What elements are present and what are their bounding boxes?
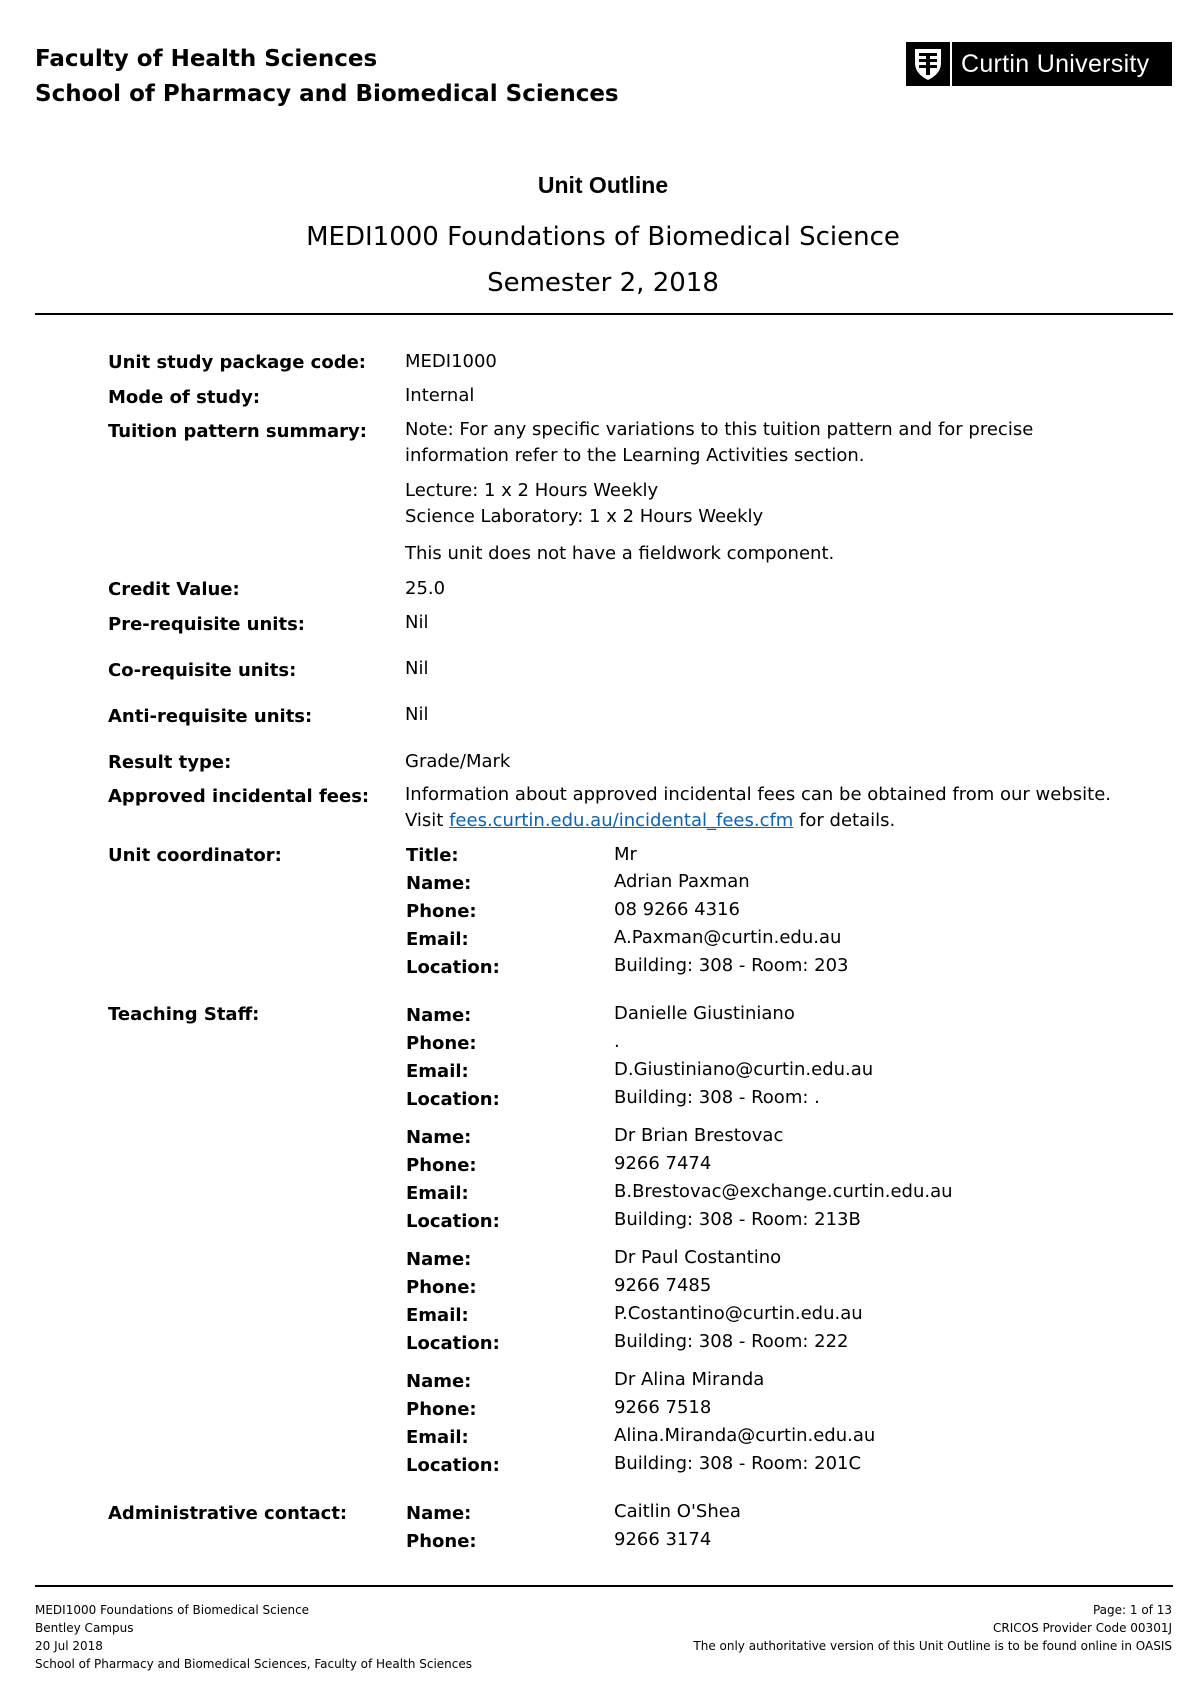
staff-phone: .	[614, 1031, 620, 1052]
mode-value: Internal	[405, 385, 475, 406]
fees-link[interactable]: fees.curtin.edu.au/incidental_fees.cfm	[449, 810, 794, 831]
coordinator-name: Adrian Paxman	[614, 871, 750, 892]
staff-phone: 9266 7485	[614, 1275, 712, 1296]
curtin-logo	[906, 42, 1172, 86]
coreq-label: Co-requisite units:	[108, 660, 297, 681]
staff-email: P.Costantino@curtin.edu.au	[614, 1303, 863, 1324]
footer-school: School of Pharmacy and Biomedical Sciences, Faculty of Health Sciences	[35, 1657, 473, 1671]
mode-label: Mode of study:	[108, 387, 261, 408]
lab-pattern: Science Laboratory: 1 x 2 Hours Weekly	[405, 506, 764, 527]
lecture-pattern: Lecture: 1 x 2 Hours Weekly	[405, 480, 659, 501]
fees-after-text: for details.	[793, 810, 896, 831]
coordinator-location: Building: 308 - Room: 203	[614, 955, 849, 976]
coreq-value: Nil	[405, 658, 429, 679]
staff-name: Danielle Giustiniano	[614, 1003, 795, 1024]
coordinator-title: Mr	[614, 844, 637, 865]
teaching-staff-label: Teaching Staff:	[108, 1004, 260, 1025]
semester: Semester 2, 2018	[487, 268, 719, 298]
fees-line-1: Information about approved incidental fees can be obtained from our website.	[405, 784, 1111, 805]
crest-icon	[906, 42, 952, 86]
footer-left	[35, 1601, 472, 1673]
staff-email-label: Email:	[406, 1061, 469, 1082]
antireq-value: Nil	[405, 704, 429, 725]
fees-info	[405, 782, 1111, 834]
tuition-pattern	[405, 478, 763, 530]
logo-text: Curtin University	[961, 49, 1150, 78]
staff-name: Dr Paul Costantino	[614, 1247, 782, 1268]
staff-name-label: Name:	[406, 1127, 472, 1148]
staff-phone-label: Phone:	[406, 1033, 477, 1054]
staff-email-label: Email:	[406, 1183, 469, 1204]
admin-contact-label: Administrative contact:	[108, 1503, 348, 1524]
staff-phone: 9266 7518	[614, 1397, 712, 1418]
credit-label: Credit Value:	[108, 579, 240, 600]
tuition-note-line-2: information refer to the Learning Activities section.	[405, 445, 865, 466]
staff-location-label: Location:	[406, 1333, 500, 1354]
staff-email: Alina.Miranda@curtin.edu.au	[614, 1425, 876, 1446]
admin-name: Caitlin O'Shea	[614, 1501, 741, 1522]
tuition-label: Tuition pattern summary:	[108, 421, 367, 442]
faculty-name: Faculty of Health Sciences	[35, 46, 378, 72]
coordinator-phone: 08 9266 4316	[614, 899, 740, 920]
staff-location: Building: 308 - Room: .	[614, 1087, 820, 1108]
tuition-note	[405, 417, 1033, 469]
page-number: Page: 1 of 13	[1092, 1603, 1172, 1617]
result-value: Grade/Mark	[405, 751, 511, 772]
prereq-label: Pre-requisite units:	[108, 614, 305, 635]
document-type: Unit Outline	[537, 172, 669, 198]
staff-phone-label: Phone:	[406, 1155, 477, 1176]
credit-value: 25.0	[405, 578, 446, 599]
coordinator-email: A.Paxman@curtin.edu.au	[614, 927, 842, 948]
staff-location-label: Location:	[406, 1211, 500, 1232]
staff-email: B.Brestovac@exchange.curtin.edu.au	[614, 1181, 953, 1202]
footer-unit: MEDI1000 Foundations of Biomedical Science	[35, 1603, 310, 1617]
staff-phone-label: Phone:	[406, 1399, 477, 1420]
staff-name: Dr Brian Brestovac	[614, 1125, 784, 1146]
coordinator-email-label: Email:	[406, 929, 469, 950]
staff-location: Building: 308 - Room: 201C	[614, 1453, 862, 1474]
staff-name-label: Name:	[406, 1249, 472, 1270]
unit-title: MEDI1000 Foundations of Biomedical Science	[306, 222, 900, 252]
cricos-code: CRICOS Provider Code 00301J	[993, 1621, 1172, 1635]
result-label: Result type:	[108, 752, 232, 773]
code-label: Unit study package code:	[108, 352, 366, 373]
staff-email-label: Email:	[406, 1305, 469, 1326]
footer-campus: Bentley Campus	[35, 1621, 134, 1635]
faculty-heading	[35, 42, 619, 112]
coordinator-location-label: Location:	[406, 957, 500, 978]
staff-phone-label: Phone:	[406, 1277, 477, 1298]
admin-phone-label: Phone:	[406, 1531, 477, 1552]
school-name: School of Pharmacy and Biomedical Sciences	[35, 81, 619, 107]
code-value: MEDI1000	[405, 351, 497, 372]
staff-location: Building: 308 - Room: 213B	[614, 1209, 861, 1230]
fieldwork-note: This unit does not have a fieldwork component.	[405, 543, 835, 564]
staff-name: Dr Alina Miranda	[614, 1369, 765, 1390]
staff-email: D.Giustiniano@curtin.edu.au	[614, 1059, 874, 1080]
prereq-value: Nil	[405, 612, 429, 633]
tuition-note-line-1: Note: For any specific variations to this tuition pattern and for precise	[405, 419, 1034, 440]
staff-location-label: Location:	[406, 1455, 500, 1476]
staff-name-label: Name:	[406, 1371, 472, 1392]
admin-name-label: Name:	[406, 1503, 472, 1524]
staff-phone: 9266 7474	[614, 1153, 712, 1174]
title-divider	[35, 313, 1173, 315]
admin-phone: 9266 3174	[614, 1529, 712, 1550]
footer-date: 20 Jul 2018	[35, 1639, 103, 1653]
fees-visit-text: Visit	[405, 810, 450, 831]
staff-location-label: Location:	[406, 1089, 500, 1110]
coordinator-title-label: Title:	[406, 845, 459, 866]
coordinator-name-label: Name:	[406, 873, 472, 894]
footer-divider	[35, 1585, 1173, 1587]
staff-email-label: Email:	[406, 1427, 469, 1448]
antireq-label: Anti-requisite units:	[108, 706, 313, 727]
staff-name-label: Name:	[406, 1005, 472, 1026]
fees-line-2	[405, 808, 1111, 834]
fees-label: Approved incidental fees:	[108, 786, 370, 807]
staff-location: Building: 308 - Room: 222	[614, 1331, 849, 1352]
coordinator-phone-label: Phone:	[406, 901, 477, 922]
coordinator-label: Unit coordinator:	[108, 845, 282, 866]
footer-right	[693, 1601, 1172, 1655]
authoritative-note: The only authoritative version of this Unit Outline is to be found online in OASIS	[693, 1639, 1172, 1653]
